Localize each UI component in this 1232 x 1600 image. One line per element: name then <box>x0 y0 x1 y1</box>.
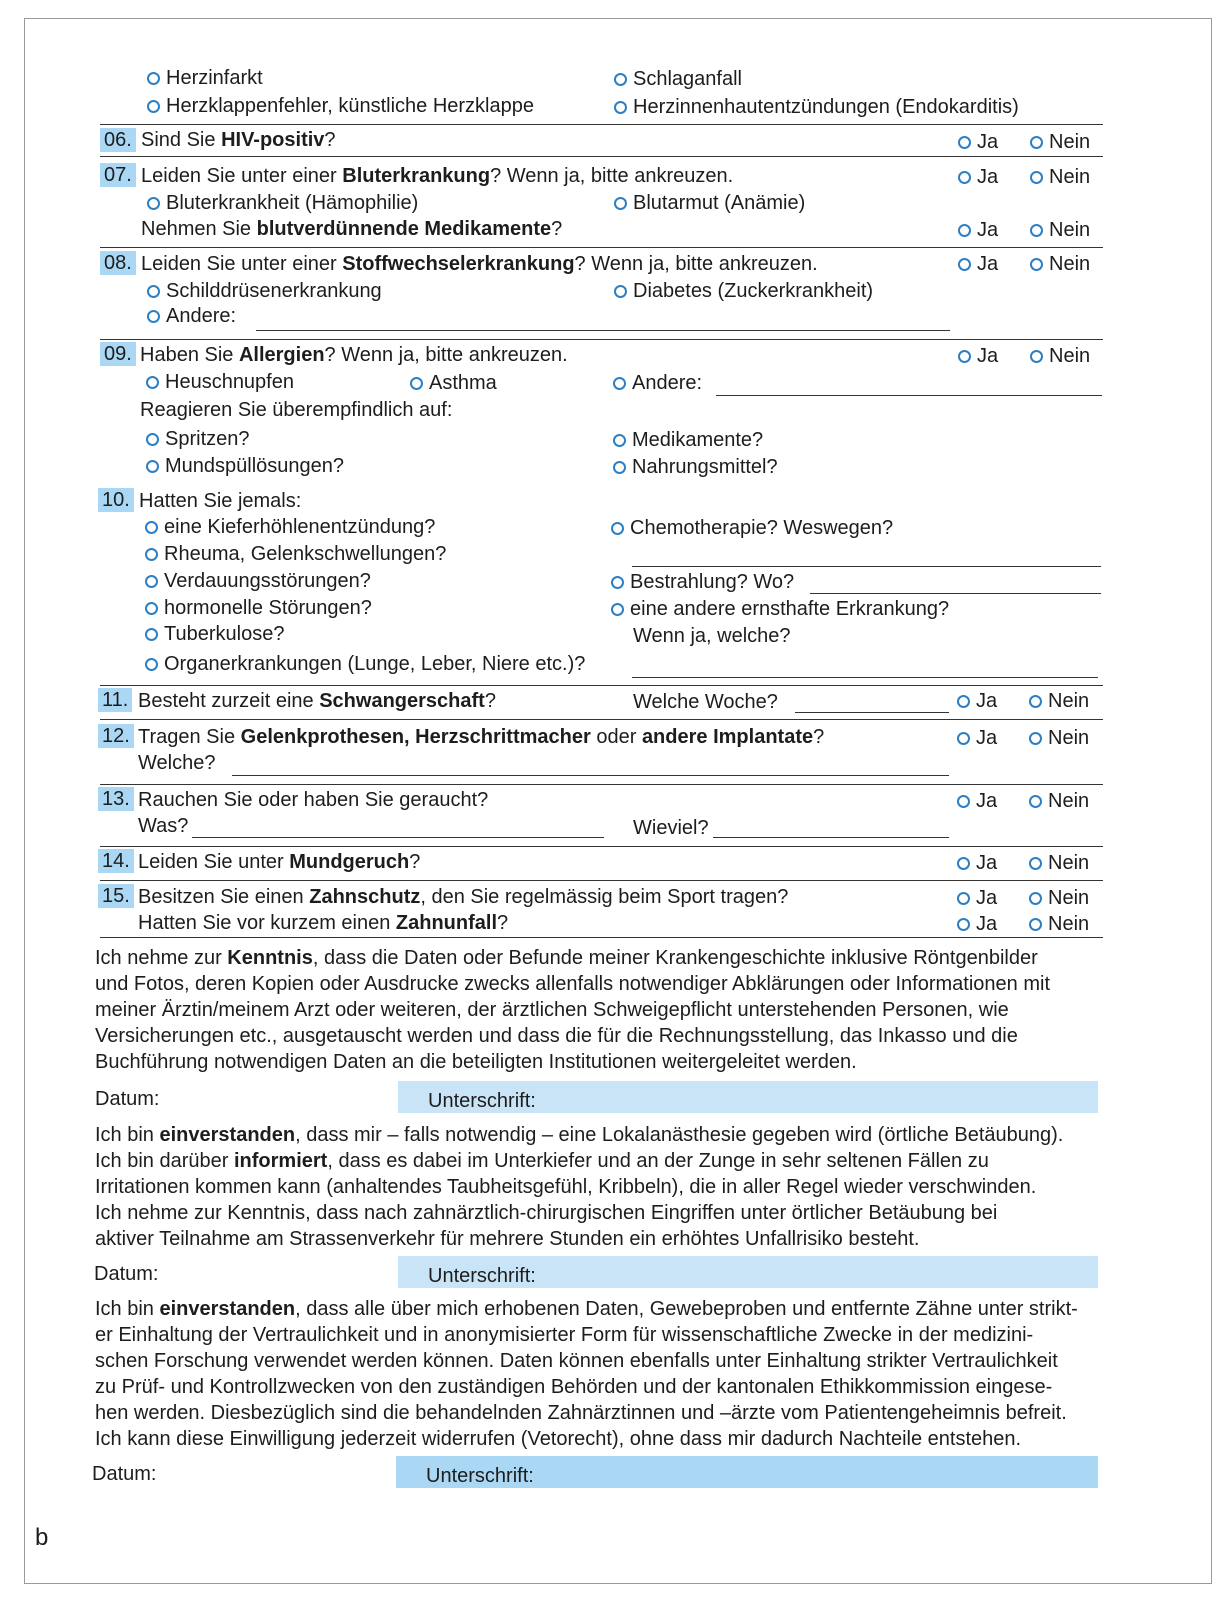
radio-icon[interactable] <box>1029 732 1042 745</box>
question-number: 11. <box>98 688 132 712</box>
option-spritzen[interactable]: Spritzen? <box>146 427 250 451</box>
option-anaemie[interactable]: Blutarmut (Anämie) <box>614 191 805 215</box>
question-15-sub: Hatten Sie vor kurzem einen Zahnunfall? <box>138 912 509 934</box>
answer-line[interactable] <box>192 837 604 838</box>
radio-icon[interactable] <box>614 73 627 86</box>
label-welche-woche: Welche Woche? <box>633 691 778 713</box>
question-number: 14. <box>98 849 134 873</box>
consent-paragraph-2: Ich bin einverstanden, dass mir – falls notwendig – eine Lokalanästhesie gegeben wird (örtliche Betäubung). Ich bin darüber informiert, dass es dabei im Unterkiefer und an der Zunge in sehr seltenen Fällen zu Irritationen kommen kann (anhaltendes Taubheitsgefühl, Kribbeln), die in aller Regel wieder verschwinden. Ich nehme zur Kenntnis, dass nach zahnärztlich-chirurgischen Eingriffen unter örtlicher Betäubung bei aktiver Teilnahme am Strassenverkehr für mehrere Stunden ein erhöhtes Unfallrisiko besteht. <box>95 1124 1064 1250</box>
answer-nein[interactable]: Nein <box>1030 165 1090 189</box>
radio-icon[interactable] <box>957 918 970 931</box>
option-endokarditis[interactable]: Herzinnenhautentzündungen (Endokarditis) <box>614 95 1019 119</box>
option-mundspuel[interactable]: Mundspüllösungen? <box>146 454 344 478</box>
option-herzinfarkt[interactable]: Herzinfarkt <box>147 66 263 90</box>
divider <box>100 846 1103 847</box>
radio-icon[interactable] <box>146 376 159 389</box>
question-11: Besteht zurzeit eine Schwangerschaft? <box>138 690 496 712</box>
radio-icon[interactable] <box>147 285 160 298</box>
radio-icon[interactable] <box>613 377 626 390</box>
radio-icon[interactable] <box>145 628 158 641</box>
radio-icon[interactable] <box>958 224 971 237</box>
answer-line[interactable] <box>232 775 949 776</box>
option-organ[interactable]: Organerkrankungen (Lunge, Leber, Niere etc.)? <box>145 652 585 676</box>
question-12: Tragen Sie Gelenkprothesen, Herzschrittmacher oder andere Implantate? <box>138 726 825 748</box>
answer-nein[interactable]: Nein <box>1029 789 1089 813</box>
answer-ja[interactable]: Ja <box>958 165 998 189</box>
radio-icon[interactable] <box>410 377 423 390</box>
radio-icon[interactable] <box>957 857 970 870</box>
radio-icon[interactable] <box>1030 224 1043 237</box>
label-datum: Datum: <box>95 1088 160 1110</box>
radio-icon[interactable] <box>611 576 624 589</box>
answer-line[interactable] <box>795 712 949 713</box>
option-herzklappe[interactable]: Herzklappenfehler, künstliche Herzklappe <box>147 94 534 118</box>
answer-nein[interactable]: Nein <box>1029 689 1089 713</box>
divider <box>100 937 1103 938</box>
label-unterschrift: Unterschrift: <box>428 1265 536 1287</box>
radio-icon[interactable] <box>145 658 158 671</box>
question-10: Hatten Sie jemals: <box>139 490 302 512</box>
answer-nein[interactable]: Nein <box>1030 252 1090 276</box>
answer-line[interactable] <box>713 837 949 838</box>
answer-nein[interactable]: Nein <box>1029 886 1089 910</box>
radio-icon[interactable] <box>614 101 627 114</box>
answer-ja[interactable]: Ja <box>957 789 997 813</box>
radio-icon[interactable] <box>957 795 970 808</box>
label-unterschrift: Unterschrift: <box>426 1465 534 1487</box>
question-number: 12. <box>98 724 134 748</box>
answer-nein[interactable]: Nein <box>1030 218 1090 242</box>
radio-icon[interactable] <box>613 434 626 447</box>
radio-icon[interactable] <box>146 433 159 446</box>
radio-icon[interactable] <box>1030 136 1043 149</box>
radio-icon[interactable] <box>1029 795 1042 808</box>
option-rheuma[interactable]: Rheuma, Gelenkschwellungen? <box>145 542 446 566</box>
option-haemophilie[interactable]: Bluterkrankheit (Hämophilie) <box>147 191 418 215</box>
radio-icon[interactable] <box>957 732 970 745</box>
radio-icon[interactable] <box>1030 171 1043 184</box>
answer-nein[interactable]: Nein <box>1029 851 1089 875</box>
question-number: 06. <box>100 128 136 152</box>
radio-icon[interactable] <box>614 197 627 210</box>
option-nahrungsmittel[interactable]: Nahrungsmittel? <box>613 455 778 479</box>
answer-line[interactable] <box>716 395 1102 396</box>
radio-icon[interactable] <box>958 171 971 184</box>
option-andere[interactable]: Andere: <box>613 371 702 395</box>
radio-icon[interactable] <box>957 695 970 708</box>
answer-ja[interactable]: Ja <box>958 218 998 242</box>
option-tuberkulose[interactable]: Tuberkulose? <box>145 622 284 646</box>
divider <box>100 880 1103 881</box>
question-number: 08. <box>100 251 136 275</box>
answer-line[interactable] <box>256 330 950 331</box>
option-kieferhoehle[interactable]: eine Kieferhöhlenentzündung? <box>145 515 435 539</box>
option-schilddruese[interactable]: Schilddrüsenerkrankung <box>147 279 382 303</box>
divider <box>100 247 1103 248</box>
label-unterschrift: Unterschrift: <box>428 1090 536 1112</box>
option-heuschnupfen[interactable]: Heuschnupfen <box>146 370 294 394</box>
option-diabetes[interactable]: Diabetes (Zuckerkrankheit) <box>614 279 873 303</box>
option-verdauung[interactable]: Verdauungsstörungen? <box>145 569 371 593</box>
answer-line[interactable] <box>632 566 1101 567</box>
question-number: 13. <box>98 787 134 811</box>
answer-nein[interactable]: Nein <box>1030 344 1090 368</box>
radio-icon[interactable] <box>1030 350 1043 363</box>
consent-paragraph-1: Ich nehme zur Kenntnis, dass die Daten oder Befunde meiner Krankengeschichte inklusive Röntgenbilder und Fotos, deren Kopien oder Ausdrucke zwecks allenfalls notwendiger Abklärungen oder Informationen mit meiner Ärztin/meinem Arzt oder weiteren, der ärztlichen Schweigepflicht unterstehenden Personen, wie Versicherungen etc., ausgetauscht werden und dass die für die Rechnungsstellung, das Inkasso und die Buchführung notwendigen Daten an die beteiligten Institutionen weitergeleitet werden. <box>95 947 1051 1073</box>
divider <box>100 124 1103 125</box>
answer-ja[interactable]: Ja <box>957 851 997 875</box>
answer-ja[interactable]: Ja <box>958 252 998 276</box>
divider <box>100 156 1103 157</box>
radio-icon[interactable] <box>1029 857 1042 870</box>
option-chemotherapie[interactable]: Chemotherapie? Weswegen? <box>611 516 893 540</box>
page-letter: b <box>35 1524 49 1551</box>
question-09-sub: Reagieren Sie überempfindlich auf: <box>140 399 453 421</box>
question-10-welche: Wenn ja, welche? <box>633 625 791 647</box>
label-welche: Welche? <box>138 752 216 774</box>
question-14: Leiden Sie unter Mundgeruch? <box>138 851 421 873</box>
label-was: Was? <box>138 815 189 837</box>
radio-icon[interactable] <box>1029 918 1042 931</box>
radio-icon[interactable] <box>1030 258 1043 271</box>
consent-paragraph-3: Ich bin einverstanden, dass alle über mich erhobenen Daten, Gewebeproben und entfernte Zähne unter strikt- er Einhaltung der Vertraulichkeit und in anonymisierter Form für wissenschaftliche Zwecke in der medizini- schen Forschung verwendet werden können. Daten können ebenfalls unter Einhaltung strikter Vertraulichkeit zu Prüf- und Kontrollzwecken von den zuständigen Behörden und der kantonalen Ethikkommission eingese- hen werden. Diesbezüglich sind die behandelnden Zahnärztinnen und –ärzte vom Patientengeheimnis befreit. Ich kann diese Einwilligung jederzeit widerrufen (Vetorecht), ohne dass mir dadurch Nachteile entstehen. <box>95 1298 1078 1450</box>
answer-nein[interactable]: Nein <box>1030 130 1090 154</box>
radio-icon[interactable] <box>614 285 627 298</box>
question-13: Rauchen Sie oder haben Sie geraucht? <box>138 789 489 811</box>
question-07-sub: Nehmen Sie blutverdünnende Medikamente? <box>141 218 563 240</box>
radio-icon[interactable] <box>958 258 971 271</box>
question-number: 15. <box>98 884 134 908</box>
question-number: 10. <box>98 488 134 512</box>
radio-icon[interactable] <box>958 136 971 149</box>
radio-icon[interactable] <box>147 310 160 323</box>
question-08: Leiden Sie unter einer Stoffwechselerkrankung? Wenn ja, bitte ankreuzen. <box>141 253 818 275</box>
radio-icon[interactable] <box>146 460 159 473</box>
radio-icon[interactable] <box>147 72 160 85</box>
label-datum: Datum: <box>94 1263 159 1285</box>
radio-icon[interactable] <box>147 100 160 113</box>
option-andere-erkrankung[interactable]: eine andere ernsthafte Erkrankung? <box>611 597 949 621</box>
radio-icon[interactable] <box>147 197 160 210</box>
divider <box>100 784 1103 785</box>
option-hormonell[interactable]: hormonelle Störungen? <box>145 596 372 620</box>
option-medikamente[interactable]: Medikamente? <box>613 428 763 452</box>
radio-icon[interactable] <box>145 521 158 534</box>
radio-icon[interactable] <box>613 461 626 474</box>
answer-ja[interactable]: Ja <box>958 130 998 154</box>
answer-line[interactable] <box>810 593 1101 594</box>
question-07: Leiden Sie unter einer Bluterkrankung? Wenn ja, bitte ankreuzen. <box>141 165 734 187</box>
question-number: 09. <box>100 342 136 366</box>
question-09: Haben Sie Allergien? Wenn ja, bitte ankreuzen. <box>140 344 568 366</box>
label-wieviel: Wieviel? <box>633 817 709 839</box>
question-06: Sind Sie HIV-positiv? <box>141 129 336 151</box>
answer-ja[interactable]: Ja <box>958 344 998 368</box>
radio-icon[interactable] <box>145 548 158 561</box>
answer-ja[interactable]: Ja <box>957 689 997 713</box>
question-15: Besitzen Sie einen Zahnschutz, den Sie regelmässig beim Sport tragen? <box>138 886 789 908</box>
answer-ja[interactable]: Ja <box>957 886 997 910</box>
radio-icon[interactable] <box>958 350 971 363</box>
divider <box>100 339 1103 340</box>
radio-icon[interactable] <box>145 602 158 615</box>
answer-ja[interactable]: Ja <box>957 726 997 750</box>
option-asthma[interactable]: Asthma <box>410 371 497 395</box>
question-number: 07. <box>100 163 136 187</box>
radio-icon[interactable] <box>1029 892 1042 905</box>
answer-line[interactable] <box>632 677 1098 678</box>
divider <box>100 719 1103 720</box>
radio-icon[interactable] <box>611 522 624 535</box>
option-schlaganfall[interactable]: Schlaganfall <box>614 67 742 91</box>
option-bestrahlung[interactable]: Bestrahlung? Wo? <box>611 570 794 594</box>
radio-icon[interactable] <box>145 575 158 588</box>
answer-ja[interactable]: Ja <box>957 912 997 936</box>
label-datum: Datum: <box>92 1463 157 1485</box>
radio-icon[interactable] <box>1029 695 1042 708</box>
radio-icon[interactable] <box>611 603 624 616</box>
divider <box>100 685 1103 686</box>
answer-nein[interactable]: Nein <box>1029 912 1089 936</box>
radio-icon[interactable] <box>957 892 970 905</box>
answer-nein[interactable]: Nein <box>1029 726 1089 750</box>
option-andere[interactable]: Andere: <box>147 304 236 328</box>
